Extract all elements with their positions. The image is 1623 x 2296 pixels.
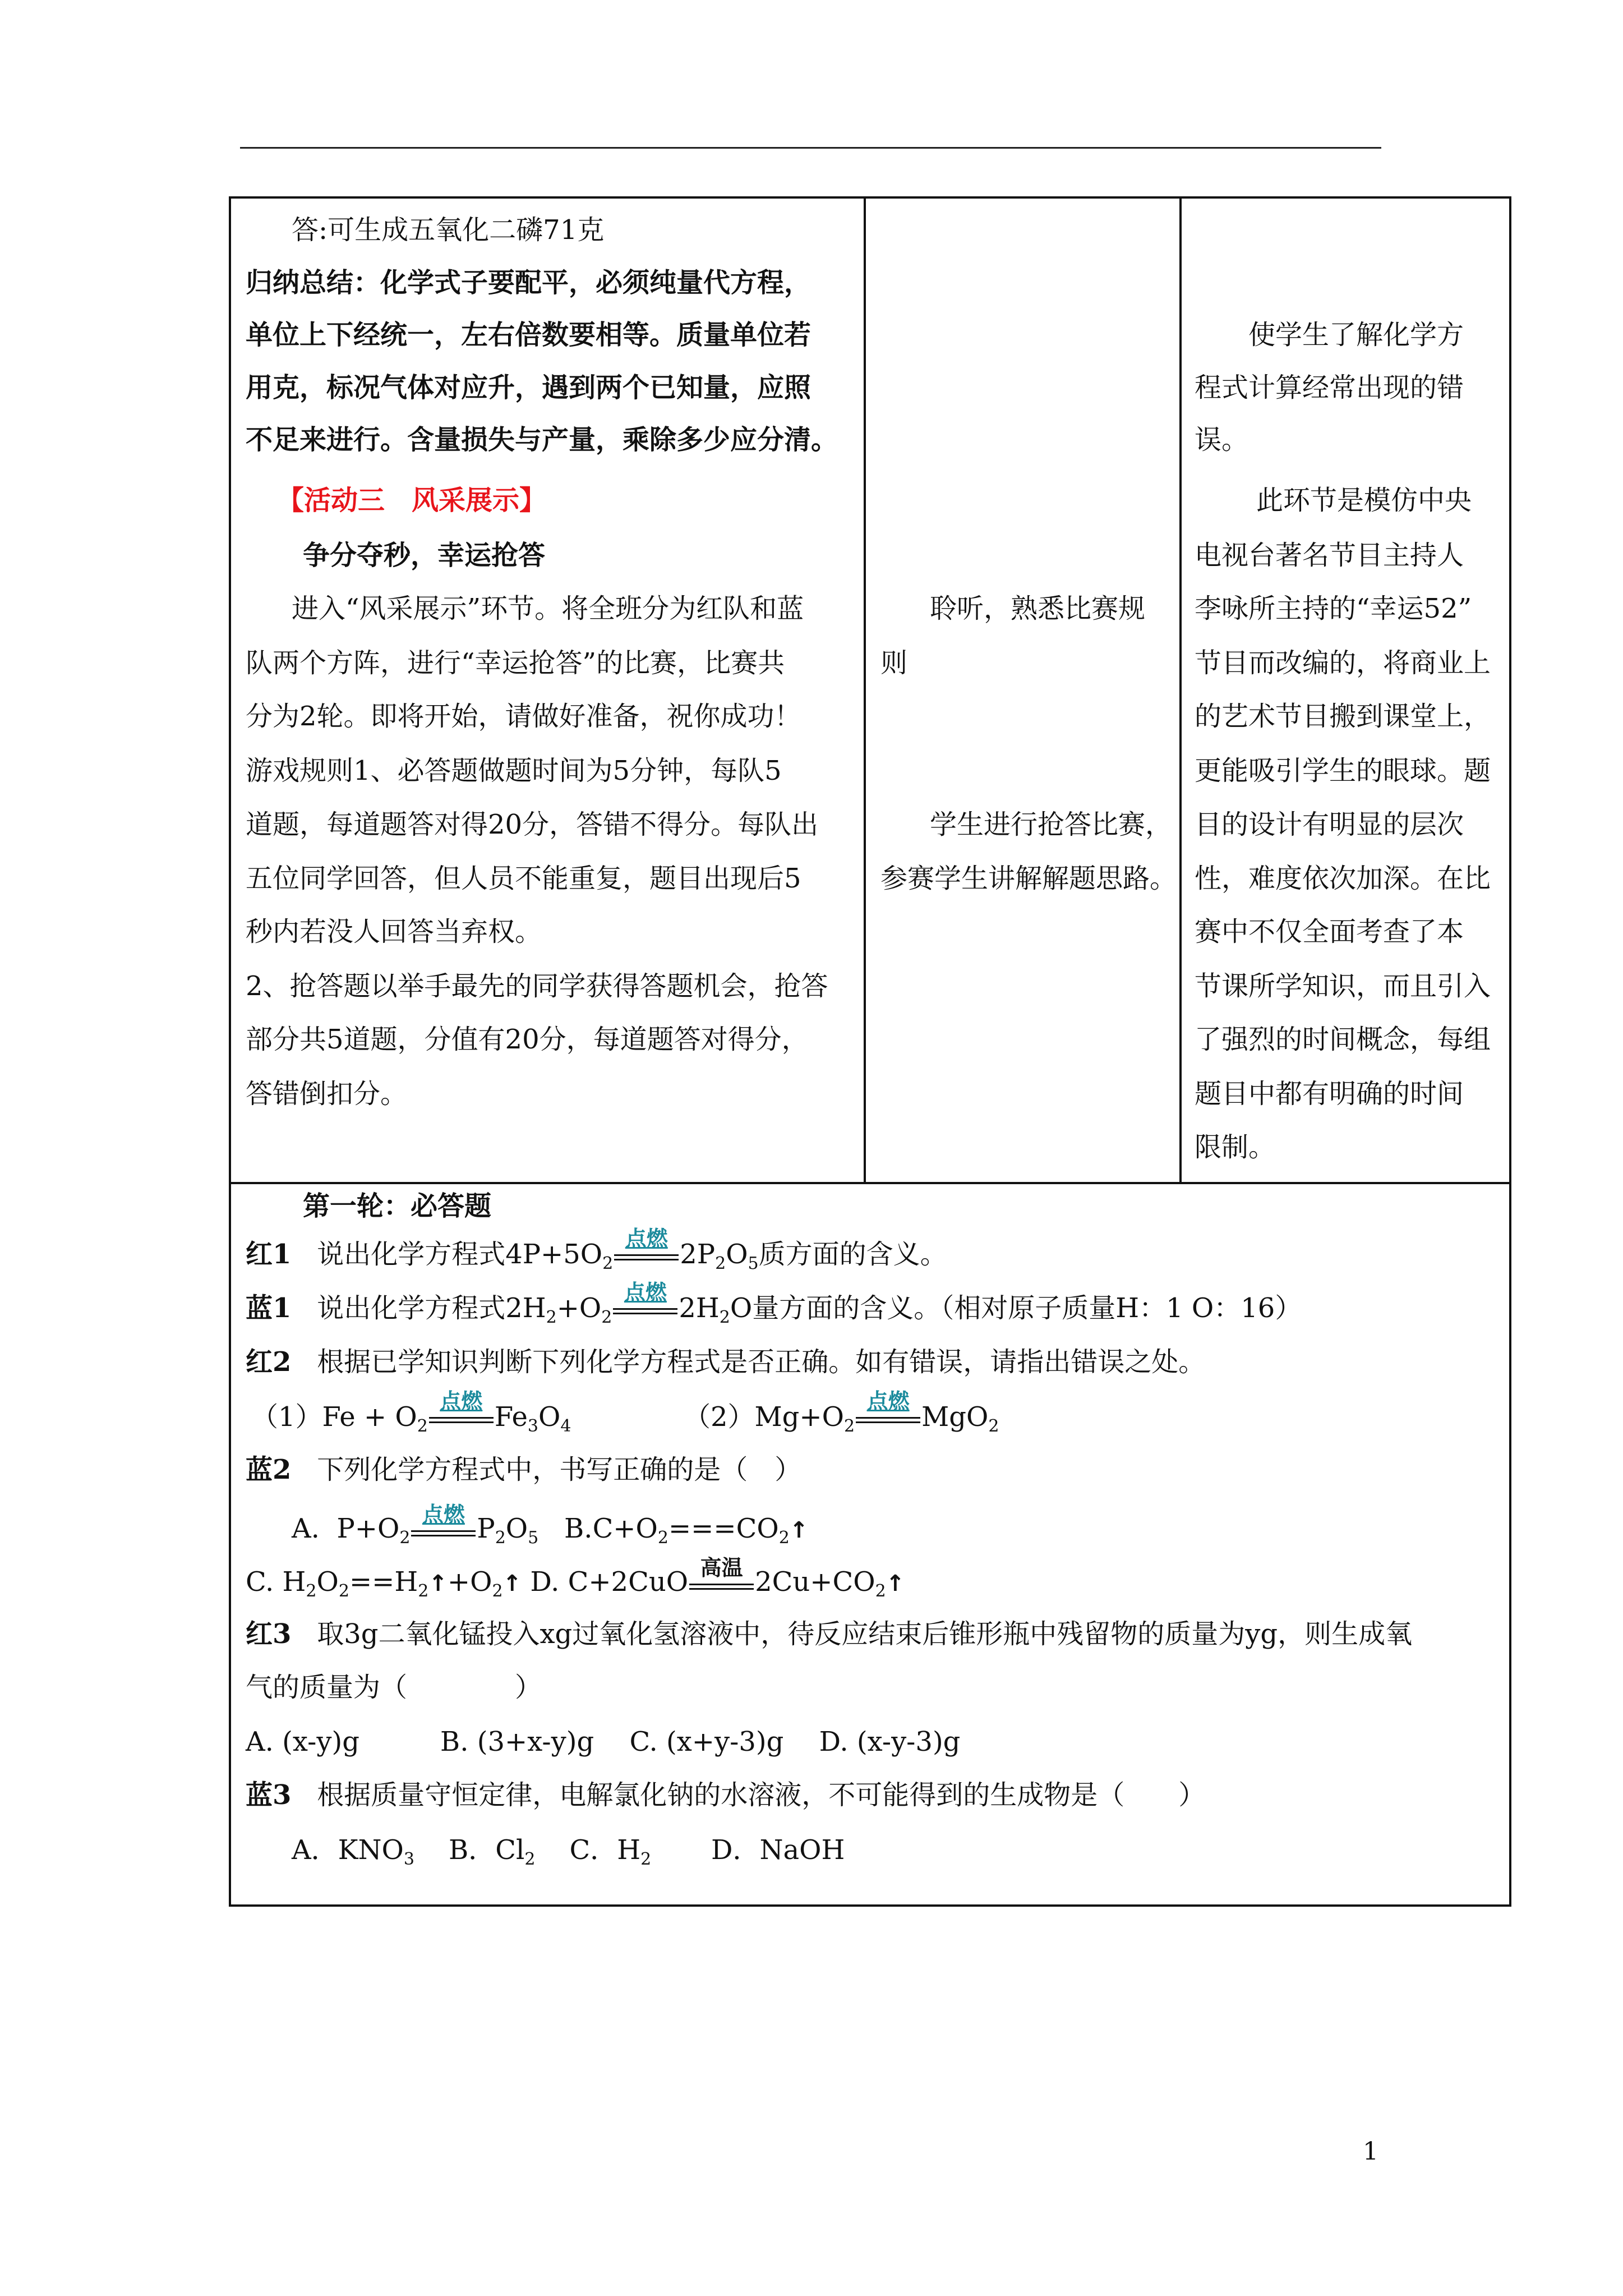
- question-tag: 蓝1: [246, 1292, 292, 1324]
- question-red-2: [246, 1345, 1205, 1379]
- option-label: A．KNO: [292, 1834, 404, 1866]
- intent-line: 赛中不仅全面考查了本: [1195, 916, 1464, 947]
- table-border-left: [229, 196, 231, 1907]
- summary-line: 不足来进行。含量损失与产量，乘除多少应分清。: [246, 424, 838, 455]
- question-red-3-options: A. (x-y)g B. (3+x-y)g C. (x+y-3)g D. (x-y-3)g: [246, 1726, 961, 1757]
- question-tag: 红2: [246, 1346, 292, 1378]
- option-label: D.: [530, 1566, 560, 1598]
- intent-line: 题目中都有明确的时间: [1195, 1078, 1464, 1110]
- equals-sign: [613, 1280, 677, 1325]
- intent-line: 限制。: [1195, 1131, 1276, 1163]
- question-text: 量方面的含义。（相对原子质量H：1 O：16）: [752, 1292, 1302, 1324]
- gas-arrow-icon: ↑: [428, 1571, 448, 1596]
- option-label: D．NaOH: [711, 1834, 845, 1866]
- question-text: 根据已学知识判断下列化学方程式是否正确。如有错误，请指出错误之处。: [317, 1346, 1206, 1378]
- rules-line: 游戏规则1、必答题做题时间为5分钟，每队5: [246, 755, 782, 786]
- intent-line: 目的设计有明显的层次: [1195, 809, 1464, 840]
- question-red-1: [246, 1226, 947, 1273]
- equation: $C+O_2===CO_2↑$: [592, 1513, 809, 1548]
- intent-line: 的艺术节目搬到课堂上，: [1195, 701, 1491, 732]
- equals-sign: [411, 1502, 476, 1547]
- activity-heading: 【活动三 风采展示】: [277, 485, 547, 516]
- rules-line: 五位同学回答，但人员不能重复，题目出现后5: [246, 863, 801, 894]
- question-tag: 蓝3: [246, 1779, 292, 1811]
- summary-line: 归纳总结：化学式子要配平，必须纯量代方程，: [246, 267, 811, 298]
- question-text: 根据质量守恒定律，电解氯化钠的水溶液，不可能得到的生成物是（ ）: [317, 1779, 1206, 1811]
- student-line: 聆听，熟悉比赛规: [930, 593, 1146, 624]
- activity-subheading: 争分夺秒，幸运抢答: [303, 540, 546, 571]
- option-label: C.: [246, 1566, 274, 1598]
- item-label: （1）: [251, 1401, 322, 1433]
- equation: C+2CuO 高温 $2Cu+CO_2↑$: [568, 1566, 905, 1598]
- column-divider-1: [864, 196, 866, 1184]
- rules-line: 部分共5道题，分值有20分，每道题答对得分，: [246, 1024, 809, 1055]
- condition-label: 点燃: [625, 1226, 668, 1251]
- question-text: 取3g二氧化锰投入xg过氧化氢溶液中，待反应结束后锥形瓶中残留物的质量为yg，则生成氧: [317, 1618, 1413, 1650]
- equation: $4P+5O_2$ 点燃 $2P_2O_5$: [505, 1239, 758, 1270]
- page-number: 1: [1363, 2137, 1378, 2166]
- condition-label: 点燃: [866, 1389, 910, 1414]
- table-border-bottom: [229, 1904, 1511, 1907]
- intent-line: 使学生了解化学方: [1248, 319, 1464, 351]
- table-border-top: [229, 196, 1511, 199]
- summary-line: 用克，标况气体对应升，遇到两个已知量，应照: [246, 372, 811, 403]
- equation: $Mg+O_2$ 点燃 MgO$_2$: [755, 1401, 999, 1433]
- intent-line: 了强烈的时间概念，每组: [1195, 1024, 1491, 1055]
- rules-line: 分为2轮。即将开始，请做好准备，祝你成功！: [246, 701, 801, 732]
- condition-label: 点燃: [440, 1389, 483, 1414]
- question-blue-1: [246, 1280, 1302, 1327]
- intent-line: 误。: [1195, 424, 1249, 455]
- rules-line: 答错倒扣分。: [246, 1078, 408, 1110]
- column-divider-2: [1179, 196, 1182, 1184]
- equation: $H_2O_2==H_2↑+O_2↑$: [282, 1566, 522, 1601]
- option-label: B．Cl: [449, 1834, 525, 1866]
- gas-arrow-icon: ↑: [502, 1571, 522, 1596]
- rules-line: 进入“风采展示”环节。将全班分为红队和蓝: [292, 593, 804, 624]
- question-blue-2-options-cd: [246, 1556, 905, 1601]
- question-tag: 红3: [246, 1618, 292, 1650]
- intent-line: 电视台著名节目主持人: [1195, 540, 1464, 571]
- equals-sign: [614, 1226, 679, 1271]
- round-title: 第一轮：必答题: [303, 1190, 492, 1222]
- table-border-right: [1509, 196, 1511, 1907]
- table-border-middle: [229, 1182, 1511, 1184]
- equation: $2H_2+O_2$ 点燃 $2H_2O$: [505, 1292, 752, 1324]
- equation: $Fe + O_2$ 点燃 $Fe_3O_4$: [322, 1401, 571, 1433]
- rules-line: 2、抢答题以举手最先的同学获得答题机会，抢答: [246, 970, 828, 1002]
- question-text: 质方面的含义。: [758, 1239, 947, 1270]
- rules-line: 道题，每道题答对得20分，答错不得分。每队出: [246, 809, 819, 840]
- rules-line: 秒内若没人回答当弃权。: [246, 916, 542, 947]
- intent-line: 节课所学知识，而且引入: [1195, 970, 1491, 1002]
- condition-label: 点燃: [422, 1502, 465, 1527]
- student-line: 则: [880, 647, 908, 679]
- item-label: （2）: [683, 1401, 755, 1433]
- question-red-3-cont: 气的质量为（ ）: [246, 1672, 542, 1703]
- question-red-3: [246, 1617, 1412, 1651]
- question-text: 说出化学方程式: [317, 1292, 506, 1324]
- answer-line: 答:可生成五氧化二磷71克: [292, 214, 605, 246]
- question-text: 下列化学方程式中，书写正确的是（ ）: [317, 1454, 802, 1485]
- question-tag: 蓝2: [246, 1454, 292, 1485]
- student-line: 学生进行抢答比赛，: [930, 809, 1173, 840]
- rules-line: 队两个方阵，进行“幸运抢答”的比赛，比赛共: [246, 647, 785, 679]
- option-label: B.: [564, 1513, 593, 1544]
- intent-line: 程式计算经常出现的错: [1195, 372, 1464, 403]
- question-text: 说出化学方程式: [317, 1239, 506, 1270]
- equation: $P+O_2$ 点燃 $P_2O_5$: [336, 1513, 538, 1544]
- question-tag: 红1: [246, 1239, 292, 1270]
- question-red-2-items: [251, 1389, 999, 1436]
- intent-line: 更能吸引学生的眼球。题: [1195, 755, 1491, 786]
- equals-sign: [429, 1389, 494, 1434]
- gas-arrow-icon: ↑: [789, 1517, 809, 1543]
- intent-line: 节目而改编的，将商业上: [1195, 647, 1491, 679]
- equals-sign: [856, 1389, 920, 1434]
- condition-label: 高温: [700, 1556, 743, 1580]
- condition-label: 点燃: [624, 1280, 667, 1305]
- question-blue-3: [246, 1778, 1205, 1812]
- intent-line: 此环节是模仿中央: [1256, 485, 1472, 516]
- gas-arrow-icon: ↑: [886, 1571, 905, 1596]
- student-line: 参赛学生讲解解题思路。: [880, 863, 1177, 894]
- question-blue-2-options-ab: [292, 1502, 809, 1548]
- question-blue-2: [246, 1453, 801, 1487]
- option-label: C．H: [569, 1834, 641, 1866]
- question-blue-3-options: A．$KNO_3$ B．$Cl_2$ C．$H_2$ D．NaOH: [292, 1834, 845, 1869]
- option-label: A.: [292, 1513, 320, 1544]
- equals-sign: [689, 1556, 754, 1600]
- summary-line: 单位上下经统一，左右倍数要相等。质量单位若: [246, 319, 811, 351]
- intent-line: 李咏所主持的“幸运52”: [1195, 593, 1472, 624]
- header-rule: [240, 147, 1381, 149]
- intent-line: 性，难度依次加深。在比: [1195, 863, 1491, 894]
